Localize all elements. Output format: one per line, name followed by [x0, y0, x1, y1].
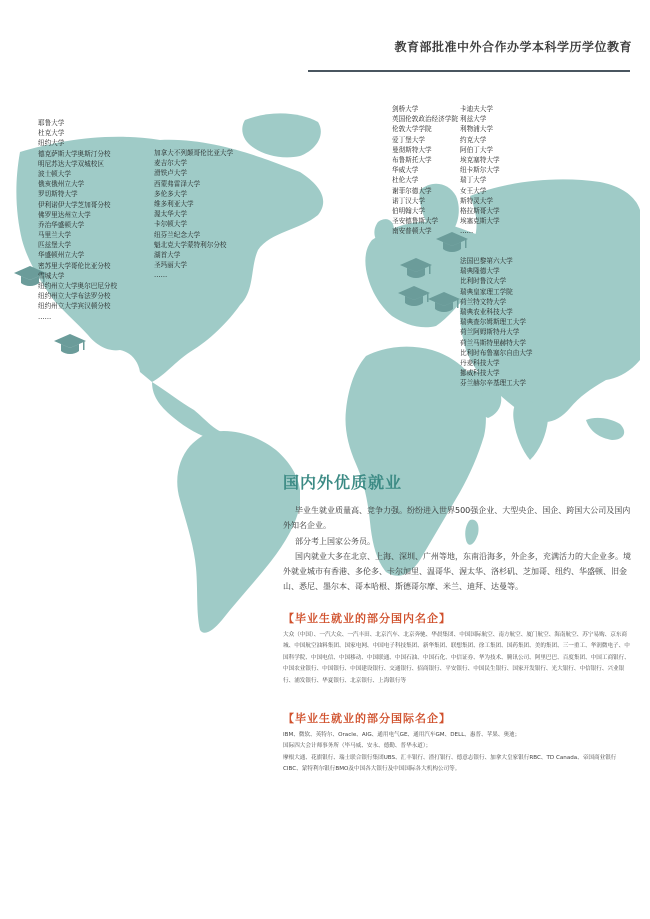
university-item: 法国巴黎第六大学	[460, 257, 513, 265]
university-item: 斯特灵大学	[460, 196, 493, 205]
university-item: 阿伯丁大学	[460, 145, 493, 154]
university-item: 维多利亚大学	[154, 199, 194, 208]
university-item: 瑞典隆德大学	[460, 267, 500, 276]
university-item: 华威大学	[392, 166, 419, 175]
south-america-shape	[177, 431, 300, 633]
university-item: 杜克大学	[38, 129, 65, 138]
university-item: 渥太华大学	[154, 210, 187, 219]
university-item: 挪威科技大学	[460, 369, 500, 378]
uk-university-list-1	[392, 104, 458, 236]
university-item: 南安普顿大学	[392, 227, 432, 236]
university-item: 纽约州立大学布法罗分校	[38, 292, 111, 301]
university-item: 瑞典查尔姆斯理工大学	[460, 318, 526, 327]
university-item: 乔治华盛顿大学	[38, 220, 85, 229]
bracket-right: 】	[439, 712, 451, 725]
university-item: 麦吉尔大学	[154, 159, 187, 168]
university-item: 卡迪夫大学	[460, 105, 493, 113]
us-university-list	[38, 118, 117, 322]
university-item: 纽芬兰纪念大学	[154, 230, 201, 239]
employment-section-title: 国内外优质就业	[283, 473, 403, 492]
university-item: 埃克塞特大学	[460, 155, 500, 164]
university-item: 埃塞克斯大学	[460, 217, 500, 226]
university-item: 伯明翰大学	[392, 206, 425, 215]
university-item: 瑞典农业科技大学	[460, 307, 513, 316]
university-item: 波士顿大学	[38, 169, 71, 178]
university-item: 布鲁斯托大学	[392, 155, 432, 164]
university-item: 加拿大不列颠哥伦比亚大学	[154, 149, 234, 157]
bracket-right: 】	[439, 612, 451, 625]
canada-university-list	[154, 148, 233, 280]
university-item: 利兹大学	[460, 115, 487, 124]
university-item: 伊利诺伊大学芝加哥分校	[38, 200, 111, 209]
university-item: 纽卡斯尔大学	[460, 166, 500, 175]
university-item: 荷兰阿姆斯特丹大学	[460, 328, 520, 337]
greenland-shape	[242, 113, 321, 157]
header-divider	[308, 70, 630, 72]
university-item: 女王大学	[460, 186, 487, 195]
domestic-companies-heading	[283, 610, 451, 626]
university-item: 利物浦大学	[460, 125, 493, 134]
employment-paragraph-3: 国内就业大多在北京、上海、深圳、广州等地，东南沿海多，外企多，充满活力的大企业多。境外就业城市有香港、多伦多、卡尔加里、温哥华、渥太华、洛杉矶、芝加哥、纽约、华盛顿、旧金山、悉尼、墨尔本、哥本哈根、斯德哥尔摩、米兰、迪拜、达曼等。	[283, 552, 631, 592]
university-item: 耶鲁大学	[38, 119, 65, 127]
university-item: 谢菲尔德大学	[392, 186, 432, 195]
university-item: 比利时鲁汶大学	[460, 277, 507, 286]
university-item: ……	[38, 312, 52, 321]
graduation-cap-icon	[54, 334, 86, 354]
university-item: 雪城大学	[38, 271, 65, 280]
university-item: 多伦多大学	[154, 189, 187, 198]
university-item: 丹麦科技大学	[460, 358, 500, 367]
university-item: 曼彻斯特大学	[392, 145, 432, 154]
page-header-title: 教育部批准中外合作办学本科学历学位教育	[394, 40, 632, 54]
university-item: 华盛顿州立大学	[38, 251, 85, 260]
university-item: 圣安德鲁斯大学	[392, 217, 439, 226]
university-item: 圣玛丽大学	[154, 261, 187, 270]
intl-line-2: 国际四大会计师事务所（毕马威、安永、德勤、普华永道）；	[283, 743, 432, 750]
intl-line-3: 摩根大通、花旗银行、瑞士联合银行集团UBS、汇丰银行、渣打银行、德意志银行、加拿大皇家银行RBC、TD Canada、帝国商业银行CIBC、蒙特利尔银行BMO及中国各大银行及中国国际各大机构公司等。	[283, 754, 617, 773]
domestic-companies-text: 大众（中国）、一汽大众、一汽丰田、北京汽车、北京奔驰、华晨集团、中国国际航空、南方航空、厦门航空、海南航空、苏宁易购、京东商城、中国航空油料集团、国家电网、中国电子科技集团、新华集团、联想集团、徐工集团、国药集团、美的集团、三一重工、华润微电子、中国科学院、中国电信、中国移动、中国联通、中国石油、中国石化、中信证券、华为技术、腾讯公司、阿里巴巴、百度集团、中国工商银行、中国农业银行、中国银行、中国建设银行、交通银行、招商银行、平安银行、中国民生银行、国家开发银行、光大银行、中信银行、兴业银行、浦发银行、华夏银行、北京银行、上海银行等	[283, 632, 630, 684]
university-item: 英国伦敦政治经济学院	[392, 115, 458, 124]
university-item: 明尼苏达大学双城校区	[38, 159, 104, 168]
university-item: 纽约大学	[38, 139, 65, 148]
university-item: 佛罗里达州立大学	[38, 210, 91, 219]
university-item: 西蒙弗雷泽大学	[154, 179, 201, 188]
employment-paragraph-2: 部分考上国家公务员。	[295, 537, 375, 546]
university-item: 瑞丁大学	[460, 176, 487, 185]
university-item: 密苏里大学哥伦比亚分校	[38, 261, 111, 270]
university-item: 德克萨斯大学奥斯汀分校	[38, 149, 111, 158]
international-companies-heading	[283, 710, 451, 726]
university-item: 罗切斯特大学	[38, 190, 78, 199]
bracket-left: 【	[283, 712, 295, 725]
intl-line-1: IBM、微软、英特尔、Oracle、AIG、通用电气GE、通用汽车GM、DELL、惠普、苹果、奥迪；	[283, 732, 521, 738]
university-item: 荷兰特文特大学	[460, 297, 507, 306]
university-item: 爱丁堡大学	[392, 135, 425, 144]
university-item: 诺丁汉大学	[392, 196, 425, 205]
sea-islands-shape	[586, 418, 624, 440]
university-item: 伦敦大学学院	[392, 125, 432, 134]
uk-university-list-2	[460, 104, 500, 236]
international-companies-title: 毕业生就业的部分国际名企	[295, 712, 439, 725]
university-item: 俄亥俄州立大学	[38, 180, 85, 189]
international-companies-text	[283, 730, 635, 776]
university-item: 纽约州立大学宾汉顿分校	[38, 302, 111, 311]
university-item: 约克大学	[460, 135, 487, 144]
university-item: 纽约州立大学奥尔巴尼分校	[38, 282, 118, 290]
employment-paragraph-1: 毕业生就业质量高、竞争力强。纷纷进入世界500强企业、大型央企、国企、跨国大公司及国内外知名企业。	[283, 506, 631, 531]
university-item: 瑞典皇家理工学院	[460, 287, 513, 296]
university-item: 湖首大学	[154, 250, 181, 259]
university-item: 格拉斯哥大学	[460, 206, 500, 215]
university-item: 杜伦大学	[392, 176, 419, 185]
university-item: ……	[154, 271, 168, 280]
university-item: 芬兰赫尔辛基理工大学	[460, 379, 526, 388]
university-item: 马里兰大学	[38, 231, 71, 240]
university-item: 匹兹堡大学	[38, 241, 71, 250]
university-item: 滑铁卢大学	[154, 169, 187, 178]
domestic-companies-title: 毕业生就业的部分国内名企	[295, 612, 439, 625]
university-item: 卡尔顿大学	[154, 220, 187, 229]
europe-university-list	[460, 256, 533, 388]
bracket-left: 【	[283, 612, 295, 625]
university-item: 剑桥大学	[392, 105, 419, 113]
university-item: 荷兰马斯特里赫特大学	[460, 338, 526, 347]
university-item: 比利时布鲁塞尔自由大学	[460, 348, 533, 357]
university-item: ……	[460, 227, 474, 236]
university-item: 魁北克大学蒙特利尔分校	[154, 240, 227, 249]
central-america-shape	[152, 382, 222, 440]
